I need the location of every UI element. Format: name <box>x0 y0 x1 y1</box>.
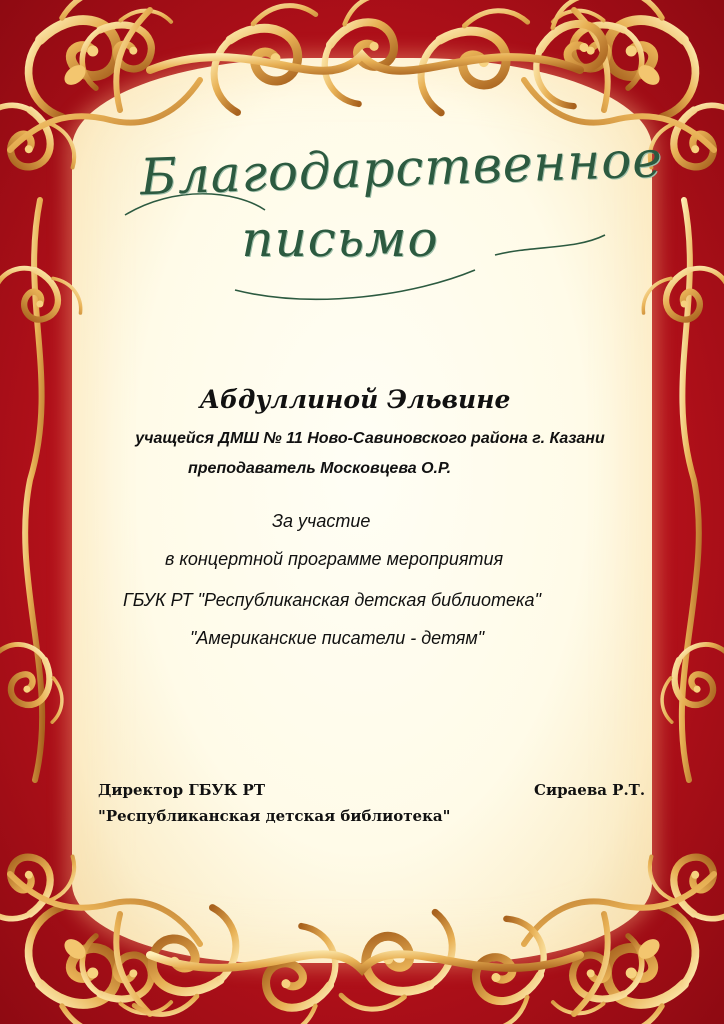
body-line-program: в концертной программе мероприятия <box>165 549 504 569</box>
certificate-title-line1: Благодарственное <box>139 130 664 207</box>
recipient-teacher-line: преподаватель Московцева О.Р. <box>188 460 452 477</box>
signatory-title-line2: "Республиканская детская библиотека" <box>98 807 451 825</box>
body-line-organization: ГБУК РТ "Республиканская детская библиотека" <box>123 590 541 610</box>
signatory-title-line1: Директор ГБУК РТ <box>98 781 265 799</box>
body-line-event-title: "Американские писатели - детям" <box>190 628 485 648</box>
recipient-school-line: учащейся ДМШ № 11 Ново-Савиновского района г. Казани <box>135 430 605 447</box>
certificate-title-line2: письмо <box>241 210 439 268</box>
recipient-name: Абдуллиной Эльвине <box>199 385 511 414</box>
signatory-name: Сираева Р.Т. <box>534 781 646 799</box>
body-line-participation: За участие <box>272 511 371 531</box>
